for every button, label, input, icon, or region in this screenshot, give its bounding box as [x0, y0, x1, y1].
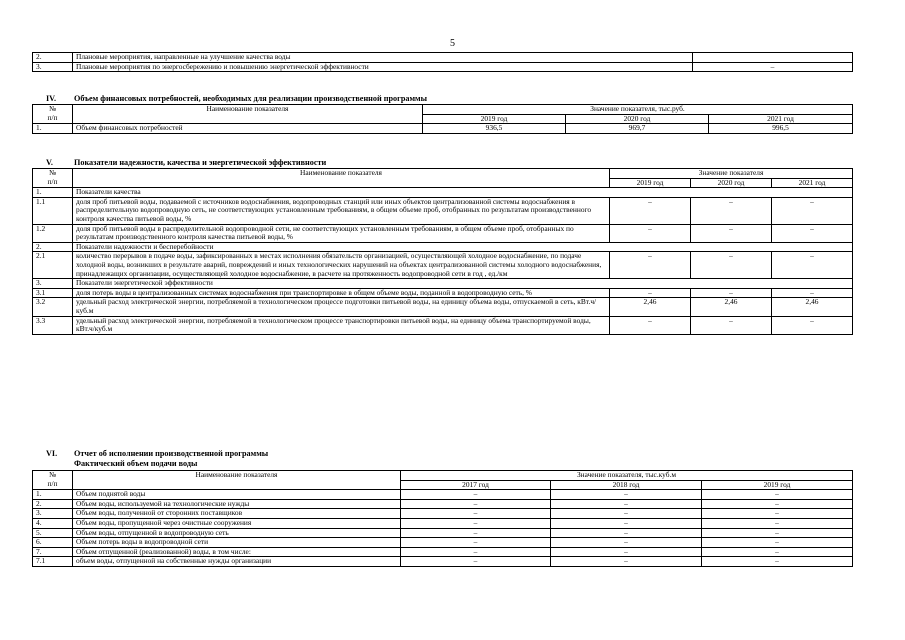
header-num-sub: п/п [33, 480, 73, 490]
row-number: 7.1 [33, 557, 73, 567]
header-year: 2020 год [691, 178, 772, 188]
row-value: – [610, 316, 691, 334]
row-value: – [551, 499, 702, 509]
row-value: – [702, 547, 853, 557]
row-number: 3. [33, 62, 73, 72]
header-num: № [33, 169, 73, 179]
row-number: 1. [33, 490, 73, 500]
row-number: 2. [33, 242, 73, 252]
table-row [33, 316, 853, 334]
row-value: – [551, 509, 702, 519]
header-year: 2021 год [709, 114, 853, 124]
row-name: Объем воды, отпущенной в водопроводную сеть [73, 528, 401, 538]
table-row [33, 53, 853, 63]
row-name: Объем отпущенной (реализованной) воды, в том числе: [73, 547, 401, 557]
row-name: Объем воды, полученной от сторонних поставщиков [73, 509, 401, 519]
row-number: 2. [33, 53, 73, 63]
group-row [33, 188, 853, 198]
table-row [33, 518, 853, 528]
table-row [33, 528, 853, 538]
row-name: доля проб питьевой воды в распределительной водопроводной сети, не соответствующих установленным требованиям, в общем объеме проб, отобранных по результатам производственного контроля качества питьевой воды, % [73, 224, 610, 242]
table-row [33, 509, 853, 519]
table-row [33, 538, 853, 548]
section6-heading [46, 449, 846, 459]
row-value: – [772, 316, 853, 334]
section5-heading [46, 158, 846, 168]
row-value: – [401, 499, 551, 509]
row-name: удельный расход электрической энергии, потребляемой в технологическом процессе транспортировки питьевой воды, на единицу объема транспортируемой воды, кВт.ч/куб.м [73, 316, 610, 334]
row-value: 2,46 [772, 298, 853, 316]
row-value: – [610, 288, 691, 298]
section4-heading [46, 94, 846, 104]
row-value: – [551, 528, 702, 538]
row-name: объем воды, отпущенной на собственные нужды организации [73, 557, 401, 567]
row-value: – [401, 528, 551, 538]
group-name: Показатели энергетической эффективности [73, 279, 853, 289]
row-value: 2,46 [610, 298, 691, 316]
header-num: № [33, 105, 73, 115]
row-number: 3. [33, 279, 73, 289]
row-value: – [691, 224, 772, 242]
row-value: 969,7 [566, 124, 709, 134]
row-number: 7. [33, 547, 73, 557]
row-value: – [702, 538, 853, 548]
table-row [33, 62, 853, 72]
row-value: – [401, 518, 551, 528]
header-num: № [33, 471, 73, 481]
group-row [33, 242, 853, 252]
section6-number: VI. [46, 449, 58, 458]
section4-number: IV. [46, 94, 57, 103]
section6-table [32, 470, 853, 567]
row-value: 2,46 [691, 298, 772, 316]
row-value: – [772, 252, 853, 279]
row-number: 3. [33, 509, 73, 519]
row-value: – [702, 509, 853, 519]
row-value: – [702, 557, 853, 567]
header-num-sub: п/п [33, 114, 73, 124]
row-number: 2.1 [33, 252, 73, 279]
table-row [33, 252, 853, 279]
section5-number: V. [46, 158, 53, 167]
row-value: – [702, 490, 853, 500]
section6-title: Отчет об исполнении производственной программы [74, 449, 269, 458]
row-name: доля потерь воды в централизованных системах водоснабжения при транспортировке в общем объеме воды, поданной в водопроводную сеть, % [73, 288, 610, 298]
row-number: 3.1 [33, 288, 73, 298]
header-name: Наименование показателя [73, 471, 401, 490]
row-value: – [772, 288, 853, 298]
row-value: – [691, 252, 772, 279]
table-row [33, 557, 853, 567]
table-row [33, 224, 853, 242]
row-number: 4. [33, 518, 73, 528]
row-number: 1.1 [33, 197, 73, 224]
table-row [33, 499, 853, 509]
section5-title: Показатели надежности, качества и энергетической эффективности [74, 158, 327, 167]
header-year: 2021 год [772, 178, 853, 188]
section5-table [32, 168, 853, 335]
header-row [33, 169, 853, 179]
row-value: – [691, 197, 772, 224]
row-number: 1. [33, 124, 73, 134]
row-number: 1. [33, 188, 73, 198]
row-name: Объем воды, используемой на технологические нужды [73, 499, 401, 509]
table-row [33, 490, 853, 500]
row-value: – [401, 490, 551, 500]
row-name: Объем финансовых потребностей [73, 124, 423, 134]
table-row [33, 288, 853, 298]
row-number: 1.2 [33, 224, 73, 242]
table-row [33, 124, 853, 134]
header-name: Наименование показателя [73, 105, 423, 124]
row-name: Объем воды, пропущенной через очистные сооружения [73, 518, 401, 528]
row-number: 3.2 [33, 298, 73, 316]
row-value: – [401, 557, 551, 567]
header-value: Значение показателя, тыс.руб. [423, 105, 853, 115]
row-value: – [610, 252, 691, 279]
group-row [33, 279, 853, 289]
row-value: – [551, 518, 702, 528]
header-num-sub: п/п [33, 178, 73, 188]
row-name: Плановые мероприятия по энергосбережению и повышению энергетической эффективности [73, 62, 693, 72]
section4-table [32, 104, 853, 134]
row-value: – [693, 62, 853, 72]
table-row [33, 197, 853, 224]
row-name: Плановые мероприятия, направленные на улучшение качества воды [73, 53, 693, 63]
table-row [33, 547, 853, 557]
row-name: удельный расход электрической энергии, потребляемой в технологическом процессе подготовки питьевой воды, на единицу объема воды, отпускаемой в сеть, кВт.ч/куб.м [73, 298, 610, 316]
group-name: Показатели качества [73, 188, 853, 198]
row-name: количество перерывов в подаче воды, зафиксированных в местах исполнения обязательств организацией, осуществляющей холодное водоснабжение, по подаче холодной воды, возникших в результате аварий, повреждений и иных технологических нарушений на объектах централизованной системы холодного водоснабжения, принадлежащих организации, осуществляющей холодное водоснабжение, в расчете на протяженность водопроводной сети в год , ед./км [73, 252, 610, 279]
header-value: Значение показателя, тыс.куб.м [401, 471, 853, 481]
row-value [693, 53, 853, 63]
page-number: 5 [450, 38, 455, 49]
row-value: – [691, 288, 772, 298]
header-year: 2020 год [566, 114, 709, 124]
row-value: – [610, 197, 691, 224]
header-year: 2019 год [423, 114, 566, 124]
row-value: – [551, 547, 702, 557]
row-name: Объем потерь воды в водопроводной сети [73, 538, 401, 548]
table-row [33, 298, 853, 316]
row-value: – [772, 224, 853, 242]
section4-title: Объем финансовых потребностей, необходимых для реализации производственной программы [74, 94, 428, 103]
row-value: – [702, 528, 853, 538]
row-value: 996,5 [709, 124, 853, 134]
top-table [32, 52, 853, 72]
row-value: – [401, 547, 551, 557]
group-name: Показатели надежности и бесперебойности [73, 242, 853, 252]
row-number: 3.3 [33, 316, 73, 334]
row-value: 936,5 [423, 124, 566, 134]
header-row [33, 471, 853, 481]
row-number: 2. [33, 499, 73, 509]
row-number: 6. [33, 538, 73, 548]
header-name: Наименование показателя [73, 169, 610, 188]
row-value: – [702, 518, 853, 528]
row-name: Объем поднятой воды [73, 490, 401, 500]
row-value: – [401, 509, 551, 519]
row-value: – [551, 557, 702, 567]
header-year: 2017 год [401, 480, 551, 490]
row-value: – [551, 490, 702, 500]
header-year: 2019 год [702, 480, 853, 490]
row-value: – [551, 538, 702, 548]
row-value: – [691, 316, 772, 334]
header-year: 2018 год [551, 480, 702, 490]
header-row [33, 105, 853, 115]
section6-subtitle: Фактический объем подачи воды [74, 459, 198, 468]
row-value: – [401, 538, 551, 548]
row-value: – [610, 224, 691, 242]
row-number: 5. [33, 528, 73, 538]
row-value: – [702, 499, 853, 509]
row-value: – [772, 197, 853, 224]
row-name: доля проб питьевой воды, подаваемой с источников водоснабжения, водопроводных станций или иных объектов централизованной системы водоснабжения в распределительную водопроводную сеть, не соответствующих установленным требованиям, в общем объеме проб, отобранных по результатам производственного контроля качества питьевой воды, % [73, 197, 610, 224]
header-value: Значение показателя [610, 169, 853, 179]
header-year: 2019 год [610, 178, 691, 188]
